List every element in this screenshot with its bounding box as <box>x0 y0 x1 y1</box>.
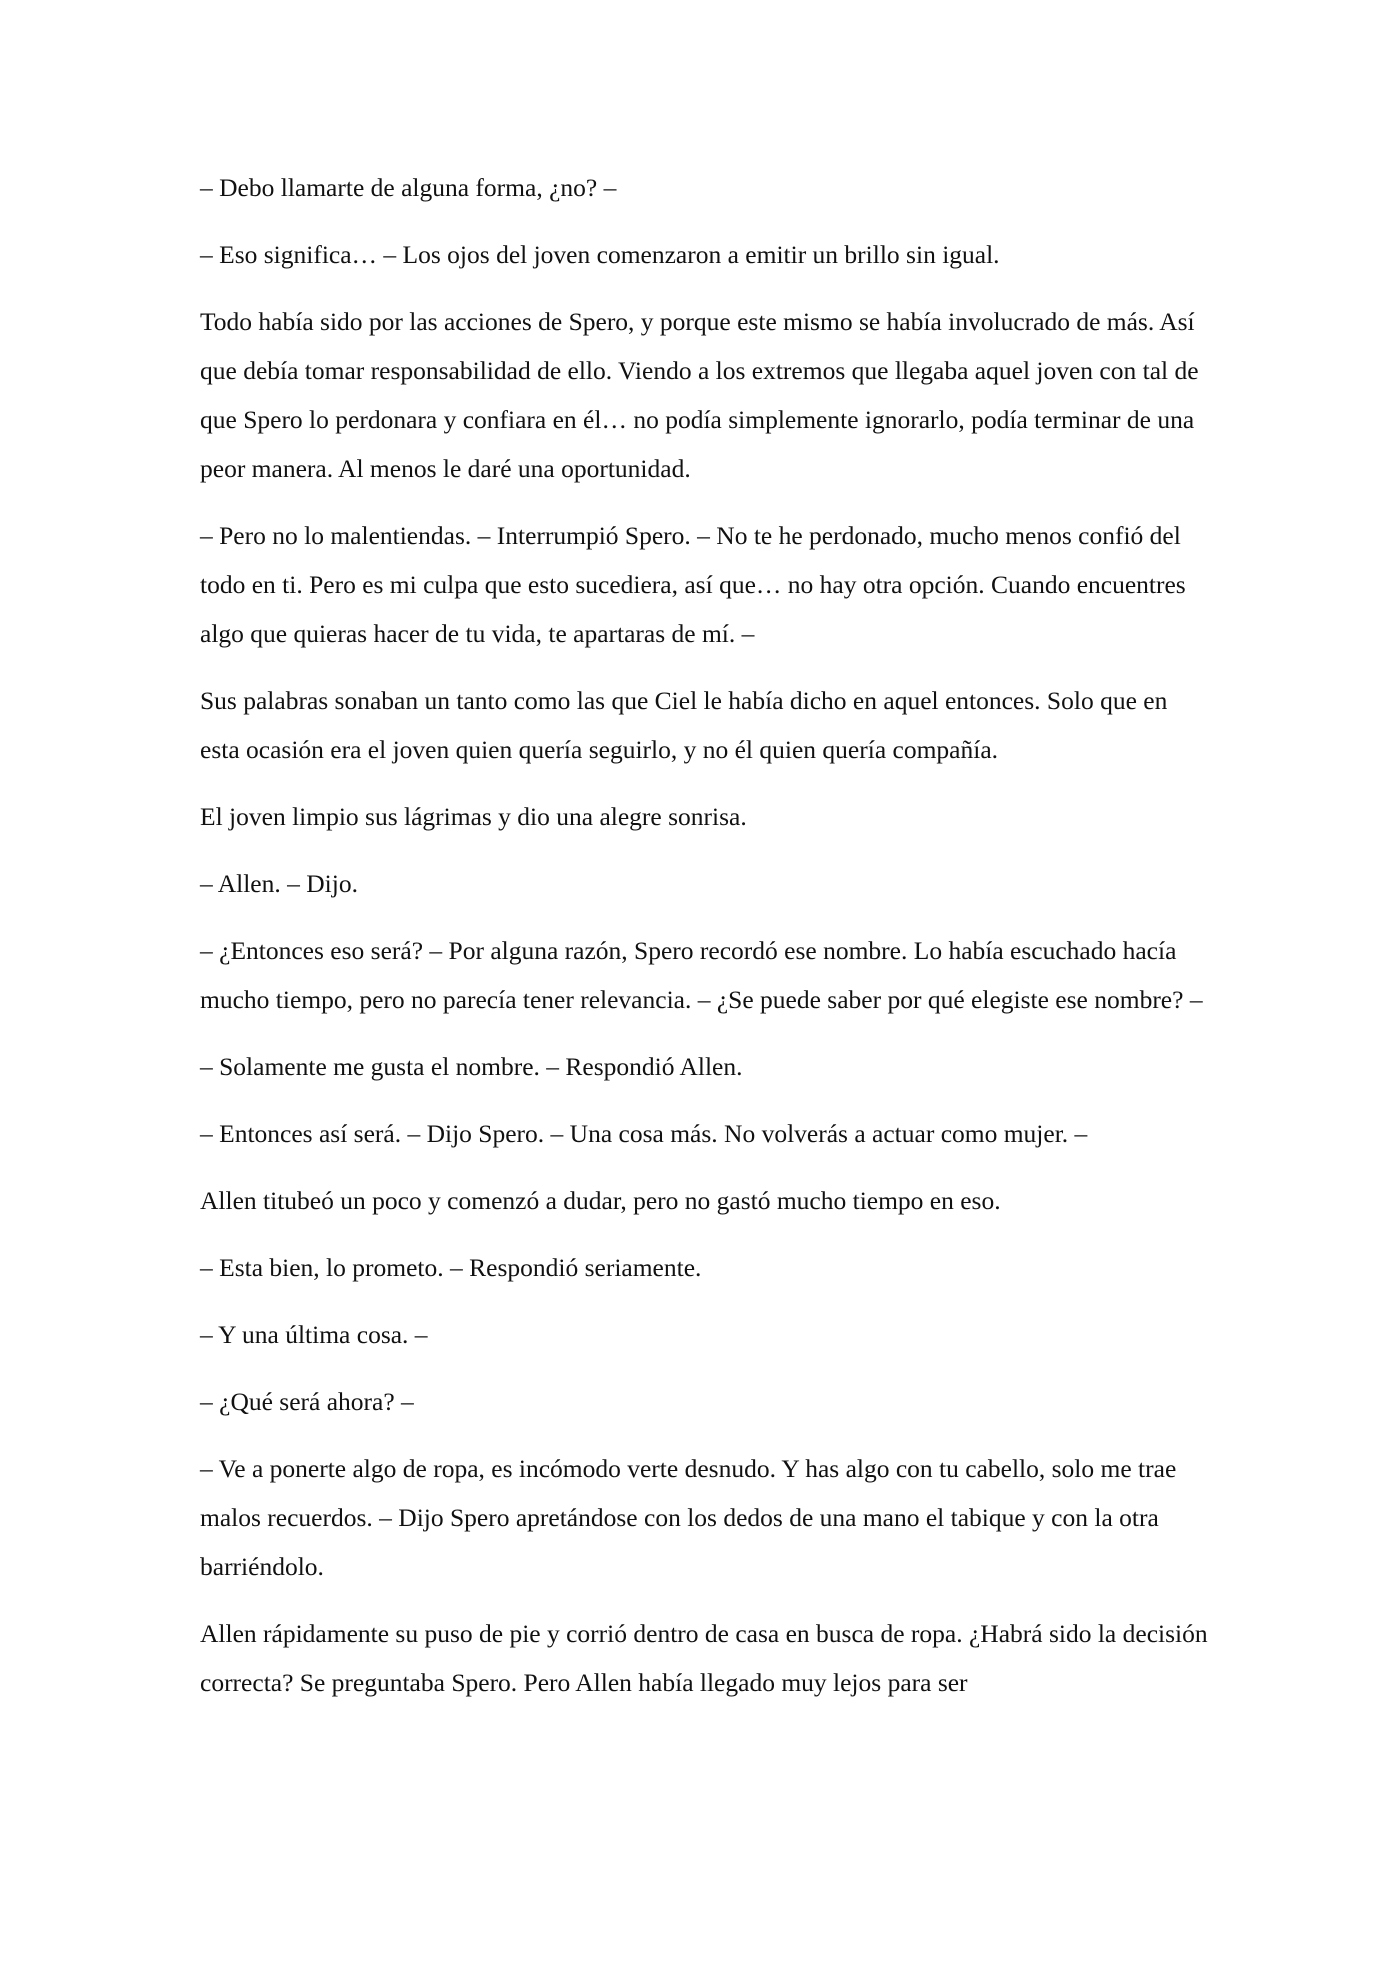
paragraph: Todo había sido por las acciones de Spero, y porque este mismo se había involucrado de más. Así que debía tomar responsabilidad de ello. Viendo a los extremos que llegaba aquel joven con tal de que Spero lo perdonara y confiara en él… no podía simplemente ignorarlo, podía terminar de una peor manera. Al menos le daré una oportunidad. <box>200 307 1199 483</box>
paragraph: – Esta bien, lo prometo. – Respondió seriamente. <box>200 1253 702 1282</box>
document-body <box>200 163 1210 1725</box>
paragraph: Allen titubeó un poco y comenzó a dudar, pero no gastó mucho tiempo en eso. <box>200 1186 1001 1215</box>
paragraph: – Eso significa… – Los ojos del joven comenzaron a emitir un brillo sin igual. <box>200 240 1000 269</box>
paragraph: – Allen. – Dijo. <box>200 869 358 898</box>
paragraph: – Pero no lo malentiendas. – Interrumpió Spero. – No te he perdonado, mucho menos confió del todo en ti. Pero es mi culpa que esto sucediera, así que… no hay otra opción. Cuando encuentres algo que quieras hacer de tu vida, te apartaras de mí. – <box>200 521 1186 648</box>
paragraph: – Entonces así será. – Dijo Spero. – Una cosa más. No volverás a actuar como mujer. – <box>200 1119 1088 1148</box>
paragraph: – ¿Qué será ahora? – <box>200 1387 414 1416</box>
paragraph: – Solamente me gusta el nombre. – Respondió Allen. <box>200 1052 743 1081</box>
paragraph: El joven limpio sus lágrimas y dio una alegre sonrisa. <box>200 802 747 831</box>
paragraph: – ¿Entonces eso será? – Por alguna razón, Spero recordó ese nombre. Lo había escuchado hacía mucho tiempo, pero no parecía tener relevancia. – ¿Se puede saber por qué elegiste ese nombre? – <box>200 936 1203 1014</box>
paragraph: – Y una última cosa. – <box>200 1320 428 1349</box>
paragraph: – Ve a ponerte algo de ropa, es incómodo verte desnudo. Y has algo con tu cabello, solo me trae malos recuerdos. – Dijo Spero apretándose con los dedos de una mano el tabique y con la otra barriéndolo. <box>200 1454 1177 1581</box>
paragraph: – Debo llamarte de alguna forma, ¿no? – <box>200 173 617 202</box>
paragraph: Allen rápidamente su puso de pie y corrió dentro de casa en busca de ropa. ¿Habrá sido la decisión correcta? Se preguntaba Spero. Pero Allen había llegado muy lejos para ser <box>200 1619 1208 1697</box>
paragraph: Sus palabras sonaban un tanto como las que Ciel le había dicho en aquel entonces. Solo que en esta ocasión era el joven quien quería seguirlo, y no él quien quería compañía. <box>200 686 1168 764</box>
